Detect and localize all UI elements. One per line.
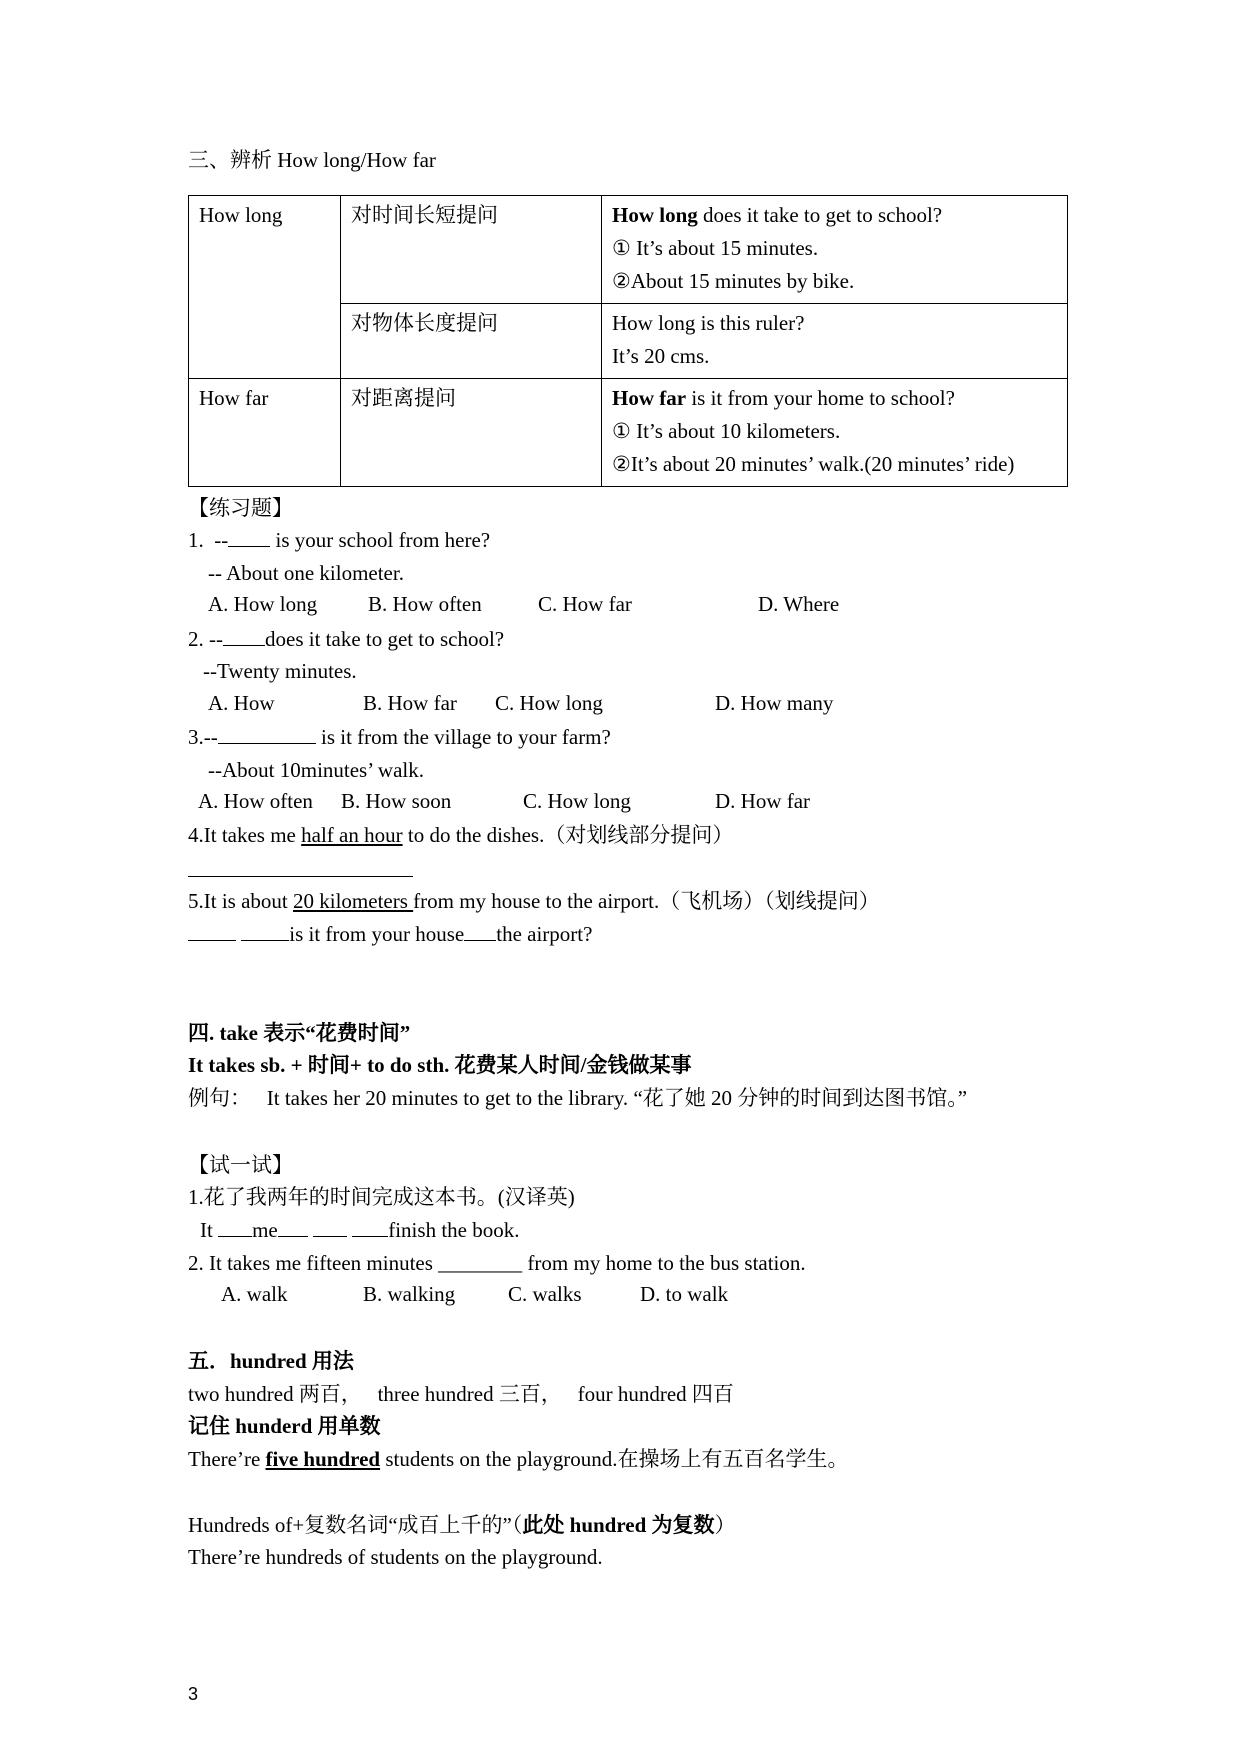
option-d: D. How far (715, 789, 811, 813)
term-cell: How long (189, 196, 341, 379)
hundred-examples: two hundred 两百， three hundred 三百， four hundred 四百 (188, 1382, 734, 1406)
table-row (189, 379, 1068, 487)
usage-cell: 对距离提问 (341, 379, 602, 487)
try-heading: 【试一试】 (188, 1153, 293, 1177)
try-1: 1.花了我两年的时间完成这本书。(汉译英) (188, 1185, 575, 1209)
answer-line (188, 876, 413, 877)
term-cell: How far (189, 379, 341, 487)
option-d: D. How many (715, 691, 834, 715)
answer-2: --Twenty minutes. (203, 659, 357, 683)
option-b: B. How often (368, 592, 482, 616)
option-d: D. to walk (640, 1282, 729, 1306)
answer-1: -- About one kilometer. (208, 561, 404, 585)
take-rule: It takes sb. + 时间+ to do sth. 花费某人时间/金钱做某事 (188, 1053, 692, 1077)
option-a: A. How (208, 691, 275, 715)
hundreds-of-example: There’re hundreds of students on the playground. (188, 1545, 603, 1569)
example-sentence: 例句： It takes her 20 minutes to get to the library. “花了她 20 分钟的时间到达图书馆。” (188, 1086, 968, 1110)
option-c: C. How long (495, 691, 603, 715)
example-cell: How far is it from your home to school? ① It’s about 10 kilometers. ②It’s about 20 minutes’ walk.(20 minutes’ ride) (602, 379, 1068, 487)
hundred-rule: 记住 hunderd 用单数 (188, 1414, 381, 1438)
option-c: C. How long (523, 789, 631, 813)
hundreds-of-rule: Hundreds of+复数名词“成百上千的”（此处 hundred 为复数） (188, 1513, 736, 1537)
section-4-title: 四. take 表示“花费时间” (188, 1021, 411, 1045)
how-long-how-far-table (188, 195, 1068, 487)
answer-3: --About 10minutes’ walk. (208, 758, 424, 782)
question-5-blanks: is it from your house the airport? (188, 921, 592, 947)
try-1-blanks: It me finish the book. (200, 1218, 520, 1242)
hundred-example-sentence: There’re five hundred students on the playground.在操场上有五百名学生。 (188, 1447, 849, 1471)
option-c: C. How far (538, 592, 632, 616)
option-d: D. Where (758, 592, 840, 616)
option-b: B. walking (363, 1282, 456, 1306)
try-2: 2. It takes me fifteen minutes ________ from my home to the bus station. (188, 1251, 806, 1275)
page-number: 3 (188, 1684, 199, 1704)
usage-cell: 对物体长度提问 (341, 304, 602, 379)
option-c: C. walks (508, 1282, 582, 1306)
table-row (189, 196, 1068, 304)
option-a: A. How often (198, 789, 313, 813)
question-1: 1. -- is your school from here? (188, 528, 491, 552)
question-4: 4.It takes me half an hour to do the dishes.（对划线部分提问） (188, 823, 734, 847)
example-cell: How long is this ruler? It’s 20 cms. (602, 304, 1068, 379)
example-cell: How long does it take to get to school? ① It’s about 15 minutes. ②About 15 minutes by bike. (602, 196, 1068, 304)
option-b: B. How soon (341, 789, 452, 813)
practice-heading: 【练习题】 (188, 496, 293, 520)
question-5: 5.It is about 20 kilometers from my house to the airport.（飞机场）（划线提问） (188, 889, 880, 913)
option-b: B. How far (363, 691, 457, 715)
question-3: 3.-- is it from the village to your farm? (188, 725, 611, 749)
option-a: A. walk (221, 1282, 288, 1306)
option-a: A. How long (208, 592, 318, 616)
question-2: 2. -- does it take to get to school? (188, 627, 505, 651)
section-3-title: 三、辨析 How long/How far (188, 148, 436, 172)
section-5-title: 五．hundred 用法 (188, 1349, 354, 1373)
usage-cell: 对时间长短提问 (341, 196, 602, 304)
